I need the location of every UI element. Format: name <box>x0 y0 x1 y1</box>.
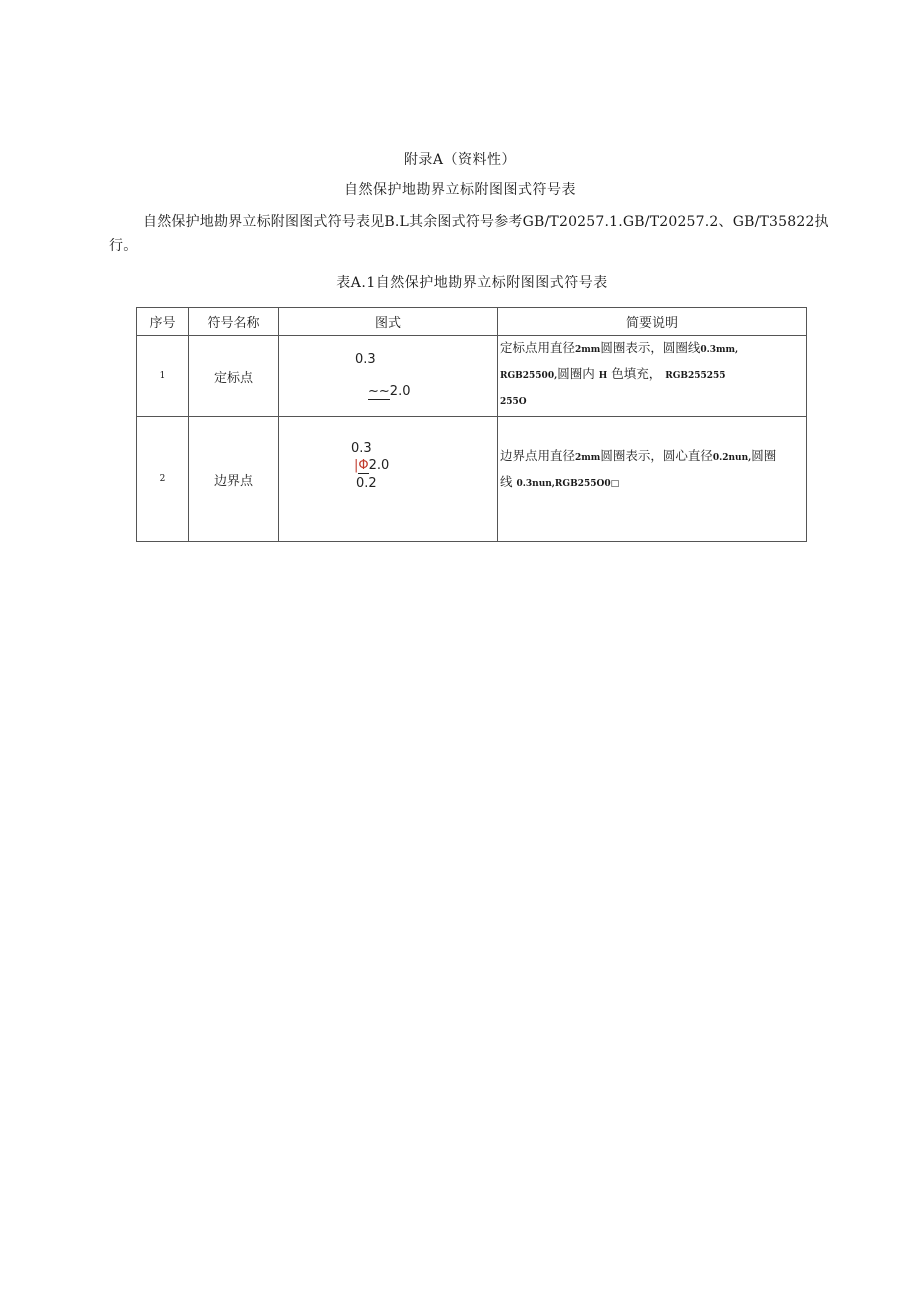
desc-value: RGB25500, <box>500 371 558 381</box>
desc-value: 2mm <box>575 345 601 355</box>
desc-text: 边界点用直径 <box>500 448 576 463</box>
figure-diameter-value: 2.0 <box>368 458 390 473</box>
symbol-name: 边界点 <box>189 417 279 542</box>
desc-text: 圆圈表示，圆圈线 <box>600 340 701 355</box>
table-row <box>137 336 807 417</box>
desc-value: 0.3nun,RGB255O0□ <box>516 479 620 489</box>
symbol-figure <box>279 336 498 417</box>
header-name: 符号名称 <box>189 308 279 336</box>
symbol-figure <box>279 417 498 542</box>
appendix-subtitle: 自然保护地勘界立标附图图式符号表 <box>344 182 576 198</box>
figure-diameter-value: 2.0 <box>389 384 411 399</box>
phi-icon: Φ <box>358 458 369 473</box>
row-number: 1 <box>137 336 189 417</box>
figure-dimension-line: 0.3 <box>355 352 376 367</box>
figure-diameter-label <box>354 458 389 473</box>
table-header-row <box>137 308 807 336</box>
header-figure: 图式 <box>279 308 498 336</box>
table-caption: 表A.1自然保护地勘界立标附图图式符号表 <box>336 275 608 291</box>
desc-text: 线 <box>500 474 513 489</box>
desc-value: 0.2nun, <box>712 453 752 463</box>
table-row <box>137 417 807 542</box>
desc-value: 0.3mm, <box>700 345 739 355</box>
figure-center-dimension: 0.2 <box>356 476 377 491</box>
symbol-table <box>136 307 807 542</box>
header-description: 简要说明 <box>498 308 807 336</box>
symbol-description <box>498 336 807 417</box>
figure-diameter-label <box>368 384 410 399</box>
desc-value: H <box>598 371 608 381</box>
desc-value: RGB255255 <box>665 371 726 381</box>
figure-bar-mark: | <box>354 458 359 473</box>
desc-text: 定标点用直径 <box>500 340 576 355</box>
figure-tilde-mark: ~~ <box>368 384 390 399</box>
appendix-title: 附录A（资料性） <box>403 152 517 168</box>
desc-text: 圆圈 <box>751 448 777 463</box>
symbol-description <box>498 417 807 542</box>
figure-dimension-line: 0.3 <box>351 441 372 456</box>
desc-value: 2mm <box>575 453 601 463</box>
desc-text: 色填充， <box>611 366 662 381</box>
header-num: 序号 <box>137 308 189 336</box>
desc-text: 圆圈内 <box>557 366 595 381</box>
row-number: 2 <box>137 417 189 542</box>
desc-text: 圆圈表示，圆心直径 <box>600 448 713 463</box>
body-paragraph: 自然保护地勘界立标附图图式符号表见B.L其余图式符号参考GB/T20257.1.GB/T20257.2、GB/T35822执行。 <box>109 214 829 254</box>
desc-value: 255O <box>500 397 527 407</box>
symbol-name: 定标点 <box>189 336 279 417</box>
